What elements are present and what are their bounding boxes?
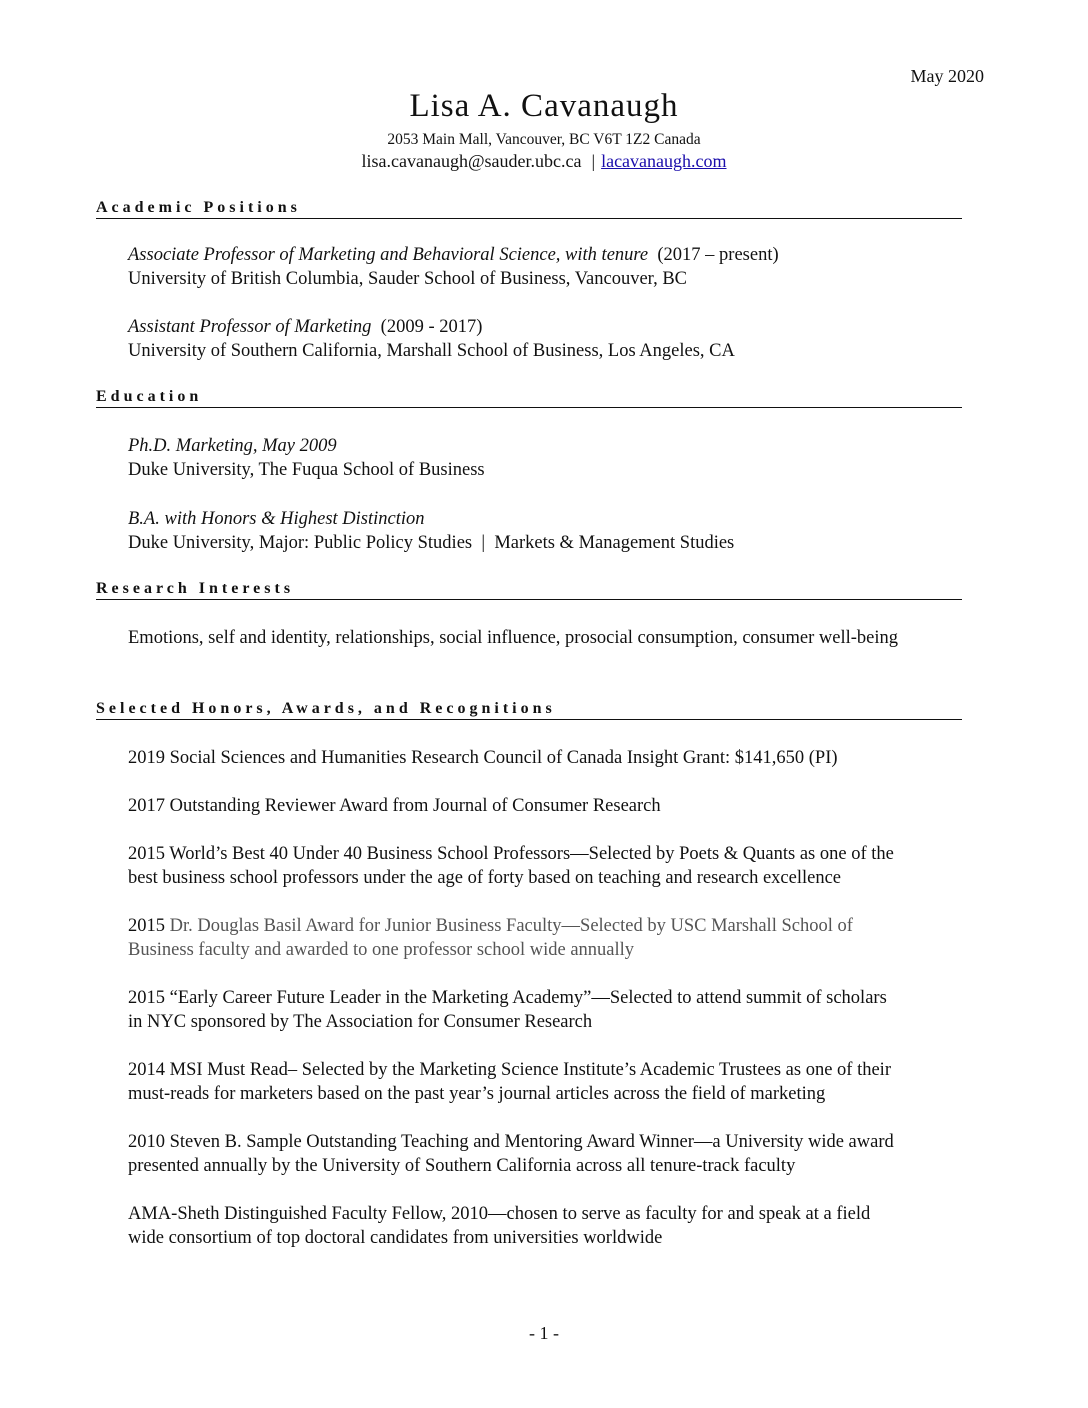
position-title: Associate Professor of Marketing and Behavioral Science, with tenure (128, 245, 649, 265)
honor-item (128, 794, 998, 818)
honor-year: 2015 (128, 916, 165, 936)
position-title: Assistant Professor of Marketing (128, 317, 372, 337)
degree-title: Ph.D. Marketing, May 2009 (128, 436, 337, 456)
honor-line: must-reads for marketers based on the past year’s journal articles across the field of marketing (128, 1084, 826, 1104)
position-dates: (2017 – present) (657, 245, 779, 265)
honor-line: Business faculty and awarded to one professor school wide annually (128, 940, 635, 960)
honor-line: 2015 “Early Career Future Leader in the Marketing Academy”—Selected to attend summit of scholars (128, 988, 887, 1008)
section-heading-education: Education (96, 388, 962, 408)
website-link[interactable]: lacavanaugh.com (601, 151, 727, 171)
honor-item (128, 842, 998, 890)
section-heading-honors: Selected Honors, Awards, and Recognitions (96, 700, 962, 720)
honor-item (128, 1130, 998, 1178)
honor-line: 2010 Steven B. Sample Outstanding Teaching and Mentoring Award Winner—a University wide award (128, 1132, 894, 1152)
section-heading-research-interests: Research Interests (96, 580, 962, 600)
contact-line (0, 151, 1088, 172)
research-interests-text: Emotions, self and identity, relationships, social influence, prosocial consumption, consumer well-being (128, 628, 898, 648)
email-address: lisa.cavanaugh@sauder.ubc.ca (361, 151, 582, 171)
honor-line: AMA-Sheth Distinguished Faculty Fellow, 2010—chosen to serve as faculty for and speak at a field (128, 1204, 871, 1224)
honor-item (128, 1058, 998, 1106)
page-number: - 1 - (529, 1323, 559, 1343)
degree-school: Duke University, The Fuqua School of Business (128, 460, 485, 480)
degree-title: B.A. with Honors & Highest Distinction (128, 509, 425, 529)
honor-item (128, 746, 998, 770)
position-dates: (2009 - 2017) (380, 317, 483, 337)
position-entry (128, 243, 998, 291)
contact-separator: | (591, 151, 596, 171)
position-organization: University of Southern California, Marshall School of Business, Los Angeles, CA (128, 341, 735, 361)
honor-line: best business school professors under the age of forty based on teaching and research excellence (128, 868, 842, 888)
honor-item (128, 914, 998, 962)
education-entry (128, 507, 998, 555)
honor-line: in NYC sponsored by The Association for Consumer Research (128, 1012, 593, 1032)
person-name: Lisa A. Cavanaugh (409, 88, 679, 124)
honor-line: Dr. Douglas Basil Award for Junior Business Faculty—Selected by USC Marshall School of (165, 916, 853, 936)
honor-line: 2014 MSI Must Read– Selected by the Marketing Science Institute’s Academic Trustees as one of their (128, 1060, 891, 1080)
honor-line: presented annually by the University of Southern California across all tenure-track faculty (128, 1156, 796, 1176)
mailing-address: 2053 Main Mall, Vancouver, BC V6T 1Z2 Canada (387, 131, 701, 148)
section-heading-academic-positions: Academic Positions (96, 199, 962, 219)
honor-line: 2019 Social Sciences and Humanities Research Council of Canada Insight Grant: $141,650 (PI) (128, 748, 838, 768)
document-date: May 2020 (910, 66, 984, 86)
honor-item (128, 1202, 998, 1250)
position-organization: University of British Columbia, Sauder School of Business, Vancouver, BC (128, 269, 688, 289)
education-entry (128, 434, 998, 482)
honor-line: wide consortium of top doctoral candidates from universities worldwide (128, 1228, 663, 1248)
honor-item (128, 986, 998, 1034)
honor-line: 2015 World’s Best 40 Under 40 Business School Professors—Selected by Poets & Quants as one of the (128, 844, 894, 864)
position-entry (128, 315, 998, 363)
degree-school: Duke University, Major: Public Policy Studies | Markets & Management Studies (128, 533, 735, 553)
honor-line: 2017 Outstanding Reviewer Award from Journal of Consumer Research (128, 796, 661, 816)
